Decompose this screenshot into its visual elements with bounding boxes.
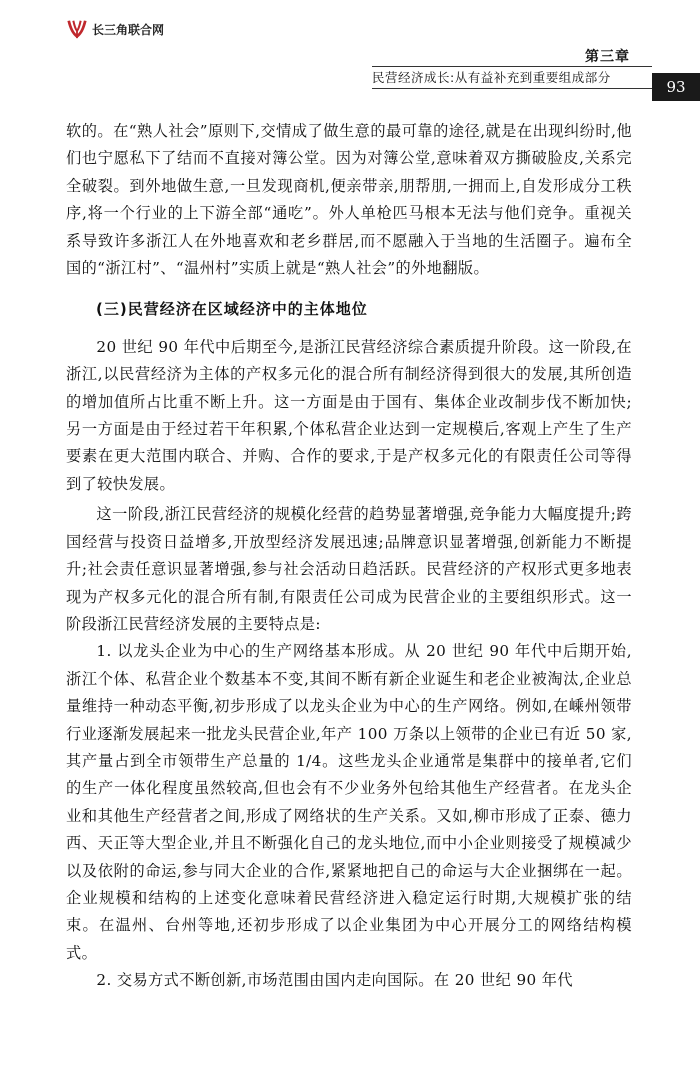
page-number: 93 bbox=[652, 73, 700, 101]
paragraph: 软的。在“熟人社会”原则下,交情成了做生意的最可靠的途径,就是在出现纠纷时,他们也宁愿私下了结而不直接对簿公堂。因为对簿公堂,意味着双方撕破脸皮,关系完全破裂。到外地做生意,一旦发现商机,便亲带亲,朋帮朋,一拥而上,自发形成分工秩序,将一个行业的上下游全部“通吃”。外人单枪匹马根本无法与他们竞争。重视关系导致许多浙江人在外地喜欢和老乡群居,而不愿融入于当地的生活圈子。遍布全国的“浙江村”、“温州村”实质上就是“熟人社会”的外地翻版。 bbox=[66, 122, 632, 278]
logo-text: 长三角联合网 bbox=[92, 22, 165, 37]
paragraph: 20 世纪 90 年代中后期至今,是浙江民营经济综合素质提升阶段。这一阶段,在浙江,以民营经济为主体的产权多元化的混合所有制经济得到很大的发展,其所创造的增加值所占比重不断上升。这一方面是由于国有、集体企业改制步伐不断加快;另一方面是由于经过若干年积累,个体私营企业达到一定规模后,客观上产生了生产要素在更大范围内联合、并购、合作的要求,于是产权多元化的有限责任公司等得到了较快发展。 bbox=[66, 337, 632, 493]
page-body bbox=[66, 118, 632, 995]
section-heading: (三)民营经济在区域经济中的主体地位 bbox=[96, 300, 368, 319]
site-logo bbox=[66, 18, 164, 40]
logo-mark-icon bbox=[66, 18, 88, 40]
header-rule-top bbox=[372, 66, 652, 67]
chapter-subtitle: 民营经济成长:从有益补充到重要组成部分 bbox=[372, 70, 611, 85]
paragraph: 2. 交易方式不断创新,市场范围由国内走向国际。在 20 世纪 90 年代 bbox=[96, 971, 573, 990]
chapter-title: 第三章 bbox=[585, 49, 630, 65]
paragraph: 这一阶段,浙江民营经济的规模化经营的趋势显著增强,竞争能力大幅度提升;跨国经营与投资日益增多,开放型经济发展迅速;品牌意识显著增强,创新能力不断提升;社会责任意识显著增强,参与社会活动日趋活跃。民营经济的产权形式更多地表现为产权多元化的混合所有制,有限责任公司成为民营企业的主要组织形式。这一阶段浙江民营经济发展的主要特点是: bbox=[66, 505, 632, 633]
paragraph: 1. 以龙头企业为中心的生产网络基本形成。从 20 世纪 90 年代中后期开始,浙江个体、私营企业个数基本不变,其间不断有新企业诞生和老企业被淘汰,企业总量维持一种动态平衡,初步形成了以龙头企业为中心的生产网络。例如,在嵊州领带行业逐渐发展起来一批龙头民营企业,年产 100 万条以上领带的企业已有近 50 家,其产量占到全市领带生产总量的 1/4。这些龙头企业通常是集群中的接单者,它们的生产一体化程度虽然较高,但也会有不少业务外包给其他生产经营者。在龙头企业和其他生产经营者之间,形成了网络状的生产关系。又如,柳市形成了正泰、德力西、天正等大型企业,并且不断强化自己的龙头地位,而中小企业则接受了规模减少以及依附的命运,参与同大企业的合作,紧紧地把自己的命运与大企业捆绑在一起。企业规模和结构的上述变化意味着民营经济进入稳定运行时期,大规模扩张的结束。在温州、台州等地,还初步形成了以企业集团为中心开展分工的网络结构模式。 bbox=[66, 642, 632, 962]
header-rule-bottom bbox=[372, 88, 652, 89]
